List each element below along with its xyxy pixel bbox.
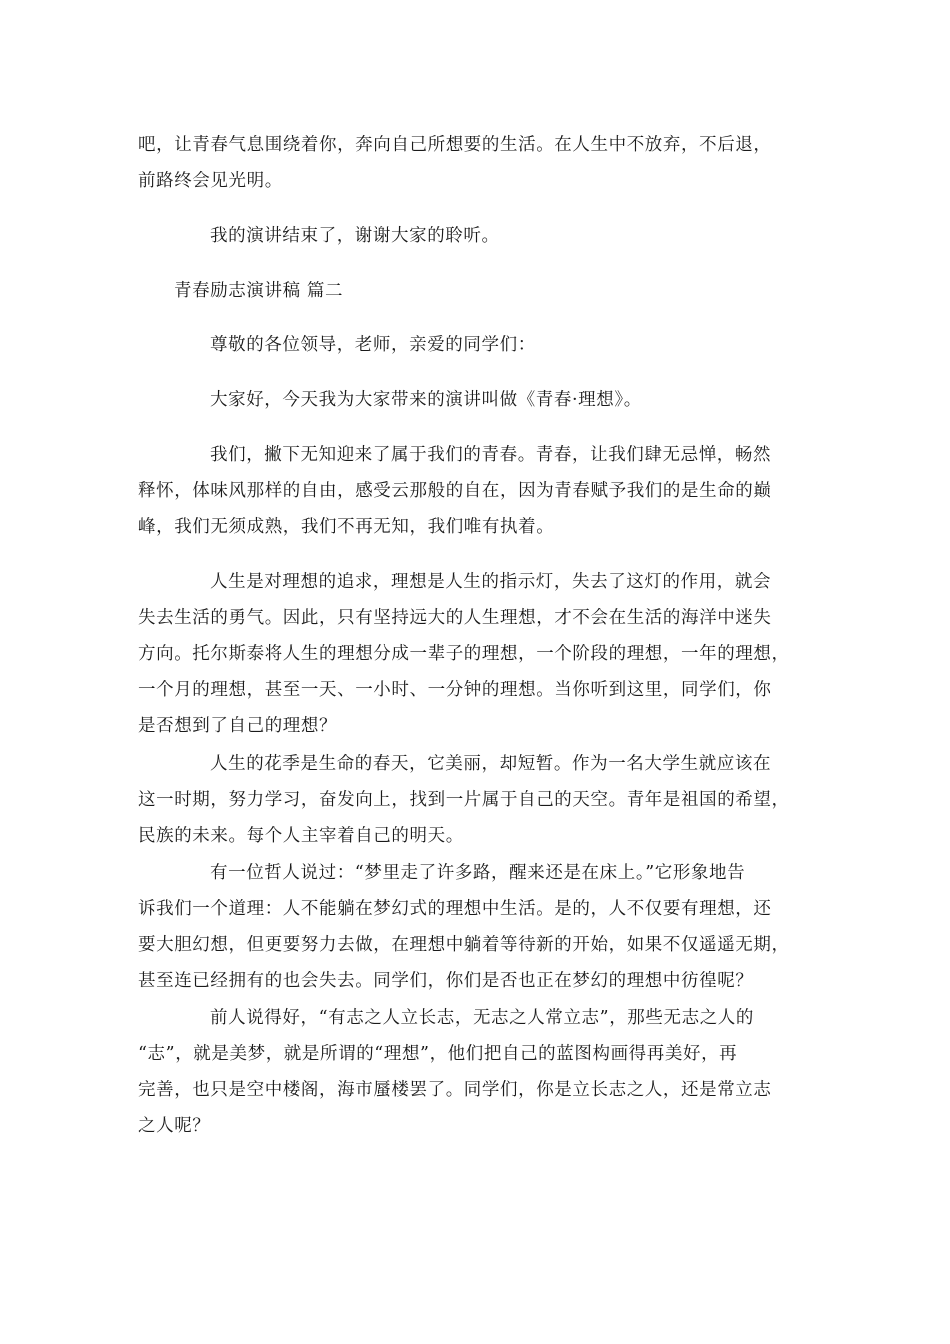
paragraph-speech-end <box>138 218 818 254</box>
text-line: 我的演讲结束了，谢谢大家的聆听。 <box>210 226 500 246</box>
text-line: 要大胆幻想，但更要努力去做，在理想中躺着等待新的开始，如果不仅遥遥无期， <box>138 935 790 955</box>
text-line: 前人说得好，“有志之人立长志，无志之人常立志”，那些无志之人的 <box>210 1008 754 1028</box>
text-line: 失去生活的勇气。因此，只有坚持远大的人生理想，才不会在生活的海洋中迷失 <box>138 608 772 628</box>
text-line: 完善，也只是空中楼阁，海市蜃楼罢了。同学们，你是立长志之人，还是常立志 <box>138 1080 772 1100</box>
text-line: 吧，让青春气息围绕着你，奔向自己所想要的生活。在人生中不放弃，不后退， <box>138 135 772 155</box>
text-line: 甚至连已经拥有的也会失去。同学们，你们是否也正在梦幻的理想中彷徨呢？ <box>138 971 754 991</box>
text-line: 人生是对理想的追求，理想是人生的指示灯，失去了这灯的作用，就会 <box>210 572 772 592</box>
text-line: 大家好，今天我为大家带来的演讲叫做《青春·理想》。 <box>210 390 642 410</box>
section-heading: 青春励志演讲稿 篇二 <box>174 281 344 301</box>
text-line: 这一时期，努力学习，奋发向上，找到一片属于自己的天空。青年是祖国的希望， <box>138 790 790 810</box>
paragraph-greeting <box>138 382 818 418</box>
text-line: 人生的花季是生命的春天，它美丽，却短暂。作为一名大学生就应该在 <box>210 754 772 774</box>
text-line: 我们，撇下无知迎来了属于我们的青春。青春，让我们肆无忌惮，畅然 <box>210 445 772 465</box>
paragraph-ideals <box>138 564 818 744</box>
paragraph-closing-continuation <box>138 127 818 199</box>
text-line: 之人呢？ <box>138 1116 211 1136</box>
paragraph-philosopher <box>138 855 818 999</box>
text-line: 一个月的理想，甚至一天、一小时、一分钟的理想。当你听到这里，同学们，你 <box>138 680 772 700</box>
text-line: 诉我们一个道理：人不能躺在梦幻式的理想中生活。是的，人不仅要有理想，还 <box>138 899 772 919</box>
text-line: 是否想到了自己的理想？ <box>138 716 338 736</box>
paragraph-salutation <box>138 327 818 363</box>
text-line: 民族的未来。每个人主宰着自己的明天。 <box>138 826 464 846</box>
text-line: 有一位哲人说过：“梦里走了许多路，醒来还是在床上。”它形象地告 <box>210 863 746 883</box>
text-line: 尊敬的各位领导，老师，亲爱的同学们： <box>210 335 536 355</box>
text-line: 方向。托尔斯泰将人生的理想分成一辈子的理想，一个阶段的理想，一年的理想， <box>138 644 790 664</box>
text-line: 前路终会见光明。 <box>138 171 283 191</box>
paragraph-youth <box>138 437 818 545</box>
text-line: 峰，我们无须成熟，我们不再无知，我们唯有执着。 <box>138 517 555 537</box>
paragraph-ambition <box>138 1000 818 1144</box>
text-line: “志”，就是美梦，就是所谓的“理想”，他们把自己的蓝图构画得再美好，再 <box>138 1044 738 1064</box>
paragraph-blossom <box>138 746 818 854</box>
text-line: 释怀，体味风那样的自由，感受云那般的自在，因为青春赋予我们的是生命的巅 <box>138 481 772 501</box>
